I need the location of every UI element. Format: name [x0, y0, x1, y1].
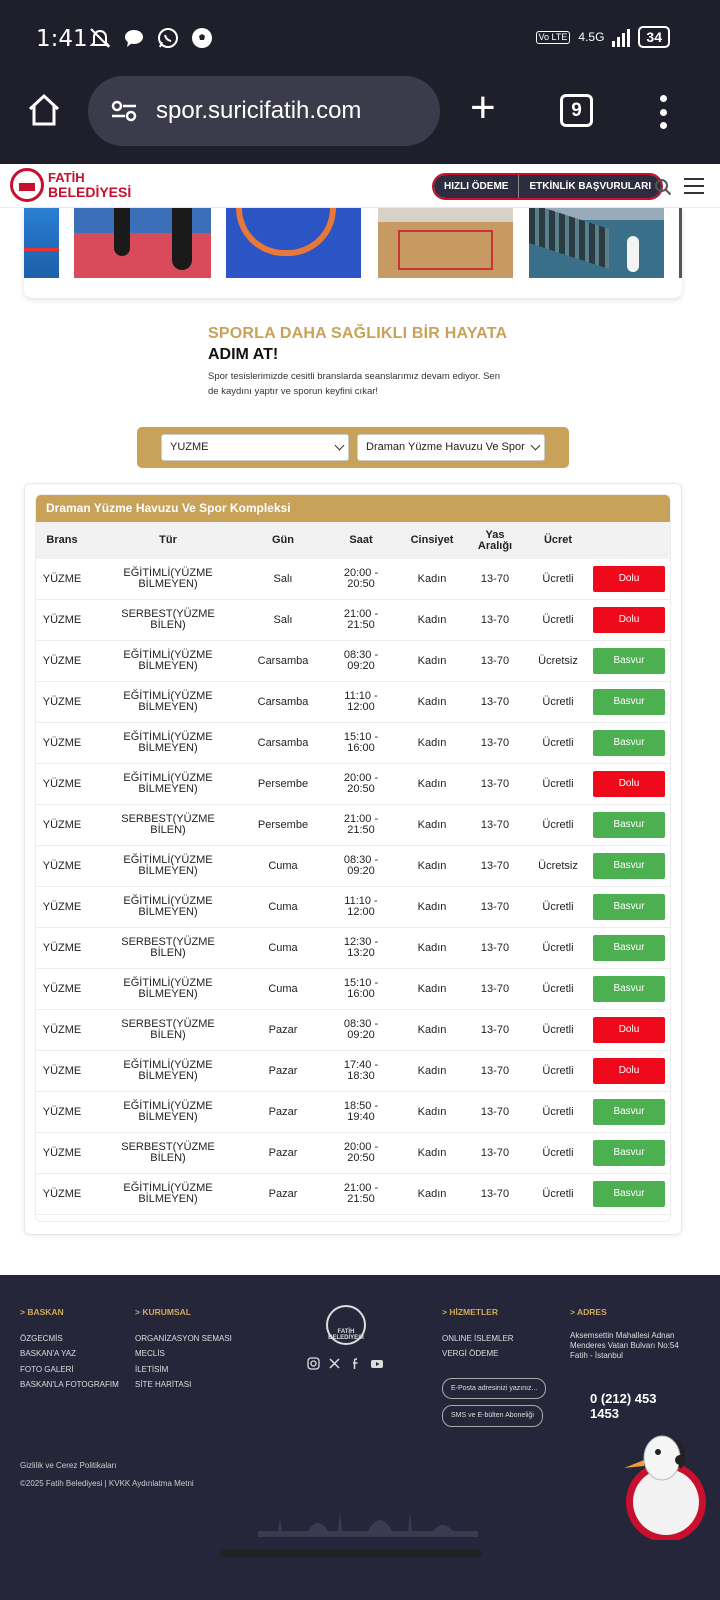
cell-tur: EĞİTİMLİ(YÜZME BİLMEYEN) — [123, 1182, 213, 1205]
apply-button[interactable]: Basvur — [593, 1140, 665, 1166]
status-time: 1:41 — [36, 26, 88, 52]
cell-brans: YÜZME — [42, 1187, 82, 1200]
cell-saat: 11:10 - 12:00 — [344, 690, 378, 713]
cell-yas: 13-70 — [480, 1187, 510, 1200]
carousel-image-marina[interactable] — [529, 208, 664, 278]
cell-yas: 13-70 — [480, 572, 510, 585]
schedule-card — [24, 483, 682, 1235]
cell-tur: SERBEST(YÜZME BİLEN) — [121, 1018, 215, 1041]
search-icon[interactable] — [654, 178, 672, 196]
cell-yas: 13-70 — [480, 941, 510, 954]
footer-phone[interactable]: 0 (212) 453 1453 — [590, 1391, 657, 1421]
cell-yas: 13-70 — [480, 736, 510, 749]
network-type: 4.5G — [578, 30, 605, 44]
full-status-button[interactable]: Dolu — [593, 1058, 665, 1084]
cell-ucret: Ücretli — [542, 900, 574, 913]
footer-link[interactable]: ORGANİZASYON SEMASI — [135, 1333, 232, 1343]
header-tur: Tür — [159, 534, 177, 546]
cell-gun: Pazar — [268, 1023, 298, 1036]
copyright-text[interactable]: ©2025 Fatih Belediyesi | KVKK Aydınlatma Metni — [20, 1479, 194, 1488]
cell-gun: Cuma — [268, 982, 298, 995]
table-row — [36, 723, 670, 764]
cell-gun: Carsamba — [257, 736, 309, 749]
footer-heading-baskan: > BASKAN — [20, 1307, 64, 1317]
cell-gun: Salı — [273, 572, 293, 585]
cell-tur: EĞİTİMLİ(YÜZME BİLMEYEN) — [123, 690, 213, 713]
footer-heading-adres: > ADRES — [570, 1307, 607, 1317]
cell-brans: YÜZME — [42, 900, 82, 913]
facebook-icon[interactable] — [349, 1357, 362, 1370]
facility-carousel[interactable] — [24, 208, 682, 298]
chevron-down-icon — [335, 441, 345, 451]
cell-yas: 13-70 — [480, 613, 510, 626]
carousel-image-pool-edge[interactable] — [24, 208, 59, 278]
cell-brans: YÜZME — [42, 1105, 82, 1118]
cell-action — [586, 730, 671, 756]
footer-link[interactable]: ONLINE İSLEMLER — [442, 1333, 514, 1343]
cell-gun: Persembe — [257, 818, 309, 831]
apply-button[interactable]: Basvur — [593, 689, 665, 715]
cell-ucret: Ücretli — [542, 572, 574, 585]
site-header — [0, 164, 720, 208]
footer-bottom — [20, 1457, 194, 1493]
cell-ucret: Ücretli — [542, 736, 574, 749]
apply-button[interactable]: Basvur — [593, 853, 665, 879]
volte-badge: Vo LTE — [536, 31, 571, 44]
table-row — [36, 641, 670, 682]
footer-col-adres — [570, 1305, 680, 1361]
cell-brans: YÜZME — [42, 1064, 82, 1077]
quick-pay-button[interactable]: HIZLI ÖDEME — [434, 175, 518, 198]
cell-saat: 15:10 - 16:00 — [343, 977, 379, 1000]
cell-brans: YÜZME — [42, 859, 82, 872]
cell-brans: YÜZME — [42, 695, 82, 708]
cell-gun: Cuma — [268, 941, 298, 954]
cell-brans: YÜZME — [42, 1023, 82, 1036]
header-cinsiyet: Cinsiyet — [410, 534, 454, 546]
cell-tur: EĞİTİMLİ(YÜZME BİLMEYEN) — [123, 854, 213, 877]
header-ucret: Ücret — [543, 534, 573, 546]
cell-cinsiyet: Kadın — [417, 1187, 447, 1200]
cell-tur: EĞİTİMLİ(YÜZME BİLMEYEN) — [123, 1059, 213, 1082]
cell-yas: 13-70 — [480, 818, 510, 831]
sms-subscribe-button[interactable]: SMS ve E-bülten Aboneliği — [442, 1405, 543, 1427]
cell-gun: Pazar — [268, 1187, 298, 1200]
cell-action — [586, 935, 671, 961]
cell-saat: 20:00 - 20:50 — [343, 772, 379, 795]
apply-button[interactable]: Basvur — [593, 1181, 665, 1207]
header-saat: Saat — [349, 534, 373, 546]
event-applications-button[interactable]: ETKİNLİK BAŞVURULARI — [518, 175, 661, 198]
cell-tur: EĞİTİMLİ(YÜZME BİLMEYEN) — [123, 567, 213, 590]
city-skyline-icon — [258, 1497, 478, 1537]
cell-action — [586, 1099, 671, 1125]
gesture-navigation-bar[interactable] — [220, 1550, 482, 1557]
footer-address: Aksemsettin Mahallesi Adnan Menderes Vatan Bulvarı No:54 Fatih - İstanbul — [570, 1330, 679, 1360]
header-gun: Gün — [272, 534, 294, 546]
cell-ucret: Ücretli — [542, 1105, 574, 1118]
branch-select-value: YUZME — [170, 441, 209, 453]
battery-icon: 34 — [638, 26, 670, 48]
cell-yas: 13-70 — [480, 1023, 510, 1036]
cell-cinsiyet: Kadın — [417, 982, 447, 995]
cell-yas: 13-70 — [480, 859, 510, 872]
browser-menu-icon[interactable] — [658, 95, 668, 129]
table-row — [36, 559, 670, 600]
cell-saat: 21:00 - 21:50 — [343, 608, 379, 631]
cell-saat: 21:00 - 21:50 — [343, 1182, 379, 1205]
signal-icon — [612, 27, 630, 47]
cell-cinsiyet: Kadın — [417, 941, 447, 954]
cell-tur: SERBEST(YÜZME BİLEN) — [121, 813, 215, 836]
cell-ucret: Ücretli — [542, 777, 574, 790]
cell-saat: 18:50 - 19:40 — [343, 1100, 379, 1123]
system-status — [536, 26, 670, 48]
cell-gun: Persembe — [257, 777, 309, 790]
footer-link[interactable]: ÖZGECMİS — [20, 1333, 63, 1343]
cell-ucret: Ücretli — [542, 941, 574, 954]
apply-button[interactable]: Basvur — [593, 1099, 665, 1125]
cell-tur: EĞİTİMLİ(YÜZME BİLMEYEN) — [123, 731, 213, 754]
cell-action — [586, 812, 671, 838]
cell-ucret: Ücretsiz — [538, 859, 578, 872]
cell-brans: YÜZME — [42, 736, 82, 749]
cell-tur: SERBEST(YÜZME BİLEN) — [121, 608, 215, 631]
cell-cinsiyet: Kadın — [417, 572, 447, 585]
hamburger-menu-icon[interactable] — [684, 178, 704, 194]
chevron-down-icon — [531, 441, 541, 451]
cell-ucret: Ücretli — [542, 695, 574, 708]
table-row — [36, 1092, 670, 1133]
newsletter-email-input[interactable]: E-Posta adresinizi yazınız... — [442, 1378, 546, 1400]
cell-ucret: Ücretsiz — [538, 654, 578, 667]
cell-ucret: Ücretli — [542, 1187, 574, 1200]
cell-ucret: Ücretli — [542, 818, 574, 831]
footer-link[interactable]: BASKAN'LA FOTOGRAFIM — [20, 1380, 119, 1389]
youtube-icon[interactable] — [370, 1357, 384, 1370]
footer-col-kurumsal — [135, 1305, 232, 1393]
cell-saat: 12:30 - 13:20 — [343, 936, 379, 959]
cell-brans: YÜZME — [42, 818, 82, 831]
cell-cinsiyet: Kadın — [417, 736, 447, 749]
logo-emblem — [10, 168, 44, 202]
header-yas: Yas Aralığı — [477, 528, 513, 552]
filter-bar — [137, 427, 569, 468]
cell-yas: 13-70 — [480, 695, 510, 708]
cell-cinsiyet: Kadın — [417, 1105, 447, 1118]
cell-saat: 08:30 - 09:20 — [343, 649, 379, 672]
cell-cinsiyet: Kadın — [417, 613, 447, 626]
cell-gun: Carsamba — [257, 654, 309, 667]
header-brans: Brans — [46, 534, 78, 546]
table-row — [36, 887, 670, 928]
cell-gun: Cuma — [268, 900, 298, 913]
footer-col-hizmetler — [442, 1305, 546, 1427]
cell-gun: Pazar — [268, 1105, 298, 1118]
footer-link[interactable]: SİTE HARİTASI — [135, 1380, 192, 1389]
cell-action — [586, 566, 671, 592]
cell-brans: YÜZME — [42, 572, 82, 585]
facility-select-value: Draman Yüzme Havuzu Ve Spor — [366, 441, 525, 453]
cell-ucret: Ücretli — [542, 1146, 574, 1159]
site-settings-icon[interactable] — [110, 99, 138, 123]
footer-link[interactable]: İLETİSİM — [135, 1364, 169, 1374]
instagram-icon[interactable] — [307, 1357, 320, 1370]
cell-cinsiyet: Kadın — [417, 777, 447, 790]
table-row — [36, 805, 670, 846]
carousel-image-punching-bags[interactable] — [74, 208, 211, 278]
header-buttons — [432, 173, 663, 200]
tab-switcher-button[interactable]: 9 — [560, 94, 593, 127]
cell-tur: EĞİTİMLİ(YÜZME BİLMEYEN) — [123, 772, 213, 795]
cell-saat: 17:40 - 18:30 — [343, 1059, 379, 1082]
cell-gun: Carsamba — [257, 695, 309, 708]
cell-action — [586, 1181, 671, 1207]
home-icon[interactable] — [26, 92, 62, 128]
cell-yas: 13-70 — [480, 777, 510, 790]
schedule-table — [35, 494, 671, 1222]
notification-icons — [88, 26, 214, 50]
cell-saat: 08:30 - 09:20 — [343, 1018, 379, 1041]
cell-action — [586, 607, 671, 633]
cell-action — [586, 648, 671, 674]
cell-cinsiyet: Kadın — [417, 1064, 447, 1077]
cell-action — [586, 1058, 671, 1084]
cell-tur: EĞİTİMLİ(YÜZME BİLMEYEN) — [123, 1100, 213, 1123]
cell-action — [586, 771, 671, 797]
footer-link[interactable]: BASKAN'A YAZ — [20, 1349, 76, 1358]
table-row — [36, 682, 670, 723]
cell-cinsiyet: Kadın — [417, 654, 447, 667]
schedule-title: Draman Yüzme Havuzu Ve Spor Kompleksi — [36, 495, 670, 522]
social-links — [307, 1357, 384, 1370]
intro-headline: SPORLA DAHA SAĞLIKLI BİR HAYATA — [208, 325, 508, 342]
branch-select[interactable] — [161, 434, 349, 461]
intro-text: Spor tesislerimizde cesitli branslarda seanslarımız devam ediyor. Sen de kaydını yaptır ve sporun keyfini cıkar! — [208, 371, 500, 397]
privacy-link[interactable]: Gizlilik ve Cerez Politikaları — [20, 1461, 117, 1470]
cell-tur: EĞİTİMLİ(YÜZME BİLMEYEN) — [123, 895, 213, 918]
cell-action — [586, 1140, 671, 1166]
url-text[interactable]: spor.suricifatih.com — [156, 97, 362, 124]
logo-line2: BELEDİYESİ — [48, 184, 132, 200]
browser-chrome — [0, 0, 720, 164]
cell-ucret: Ücretli — [542, 613, 574, 626]
cell-tur: SERBEST(YÜZME BİLEN) — [121, 1141, 215, 1164]
cell-yas: 13-70 — [480, 1146, 510, 1159]
apply-button[interactable]: Basvur — [593, 730, 665, 756]
footer-heading-hizmetler: > HİZMETLER — [442, 1307, 498, 1317]
cell-action — [586, 1017, 671, 1043]
table-row — [36, 1174, 670, 1215]
table-row — [36, 764, 670, 805]
cell-saat: 20:00 - 20:50 — [343, 567, 379, 590]
cell-yas: 13-70 — [480, 1064, 510, 1077]
cell-gun: Cuma — [268, 859, 298, 872]
x-twitter-icon[interactable] — [328, 1357, 341, 1370]
cell-cinsiyet: Kadın — [417, 1146, 447, 1159]
facility-select[interactable] — [357, 434, 545, 461]
cell-brans: YÜZME — [42, 613, 82, 626]
cell-cinsiyet: Kadın — [417, 1023, 447, 1036]
cell-tur: SERBEST(YÜZME BİLEN) — [121, 936, 215, 959]
apply-button[interactable]: Basvur — [593, 812, 665, 838]
table-body — [36, 559, 670, 1215]
carousel-image-gym-hall[interactable] — [378, 208, 513, 278]
intro-section — [208, 325, 508, 399]
cell-yas: 13-70 — [480, 900, 510, 913]
footer-link[interactable]: VERGİ ÖDEME — [442, 1349, 499, 1358]
carousel-image-next-edge[interactable] — [679, 208, 682, 278]
logo-line1: FATİH — [48, 170, 85, 185]
full-status-button[interactable]: Dolu — [593, 566, 665, 592]
cell-cinsiyet: Kadın — [417, 818, 447, 831]
table-row — [36, 846, 670, 887]
footer-link[interactable]: MECLİS — [135, 1349, 165, 1358]
apply-button[interactable]: Basvur — [593, 894, 665, 920]
table-row — [36, 1133, 670, 1174]
cell-ucret: Ücretli — [542, 982, 574, 995]
cell-gun: Pazar — [268, 1146, 298, 1159]
cell-brans: YÜZME — [42, 654, 82, 667]
cell-tur: EĞİTİMLİ(YÜZME BİLMEYEN) — [123, 649, 213, 672]
table-row — [36, 1010, 670, 1051]
table-row — [36, 969, 670, 1010]
cell-saat: 15:10 - 16:00 — [343, 731, 379, 754]
full-status-button[interactable]: Dolu — [593, 607, 665, 633]
cell-saat: 08:30 - 09:20 — [343, 854, 379, 877]
footer-link[interactable]: FOTO GALERİ — [20, 1364, 74, 1374]
table-row — [36, 928, 670, 969]
cell-brans: YÜZME — [42, 941, 82, 954]
new-tab-icon[interactable]: + — [470, 83, 496, 132]
cell-yas: 13-70 — [480, 982, 510, 995]
table-header — [36, 522, 670, 559]
full-status-button[interactable]: Dolu — [593, 1017, 665, 1043]
footer-col-baskan — [20, 1305, 119, 1393]
apply-button[interactable]: Basvur — [593, 648, 665, 674]
address-bar[interactable] — [88, 76, 440, 146]
cell-brans: YÜZME — [42, 777, 82, 790]
cell-action — [586, 853, 671, 879]
mute-bell-icon — [88, 26, 112, 50]
cell-gun: Pazar — [268, 1064, 298, 1077]
apply-button[interactable]: Basvur — [593, 935, 665, 961]
cell-saat: 21:00 - 21:50 — [343, 813, 379, 836]
cell-tur: EĞİTİMLİ(YÜZME BİLMEYEN) — [123, 977, 213, 1000]
footer-logo[interactable]: FATİH BELEDİYESİ — [326, 1305, 366, 1345]
whatsapp-icon — [156, 26, 180, 50]
cell-saat: 20:00 - 20:50 — [343, 1141, 379, 1164]
cell-action — [586, 894, 671, 920]
chat-icon — [122, 26, 146, 50]
cell-ucret: Ücretli — [542, 1064, 574, 1077]
mascot-seagull-icon[interactable] — [618, 1420, 713, 1540]
cell-action — [586, 976, 671, 1002]
cell-ucret: Ücretli — [542, 1023, 574, 1036]
footer-heading-kurumsal: > KURUMSAL — [135, 1307, 191, 1317]
cell-cinsiyet: Kadın — [417, 900, 447, 913]
cell-brans: YÜZME — [42, 982, 82, 995]
carousel-image-wrestling-mat[interactable] — [226, 208, 361, 278]
cell-gun: Salı — [273, 613, 293, 626]
apply-button[interactable]: Basvur — [593, 976, 665, 1002]
table-row — [36, 1051, 670, 1092]
table-row — [36, 600, 670, 641]
intro-subheadline: ADIM AT! — [208, 346, 279, 363]
cell-saat: 11:10 - 12:00 — [344, 895, 378, 918]
cell-yas: 13-70 — [480, 1105, 510, 1118]
cell-cinsiyet: Kadın — [417, 859, 447, 872]
cell-brans: YÜZME — [42, 1146, 82, 1159]
cell-cinsiyet: Kadın — [417, 695, 447, 708]
cell-yas: 13-70 — [480, 654, 510, 667]
full-status-button[interactable]: Dolu — [593, 771, 665, 797]
cell-action — [586, 689, 671, 715]
football-icon — [190, 26, 214, 50]
site-logo[interactable] — [10, 168, 131, 202]
